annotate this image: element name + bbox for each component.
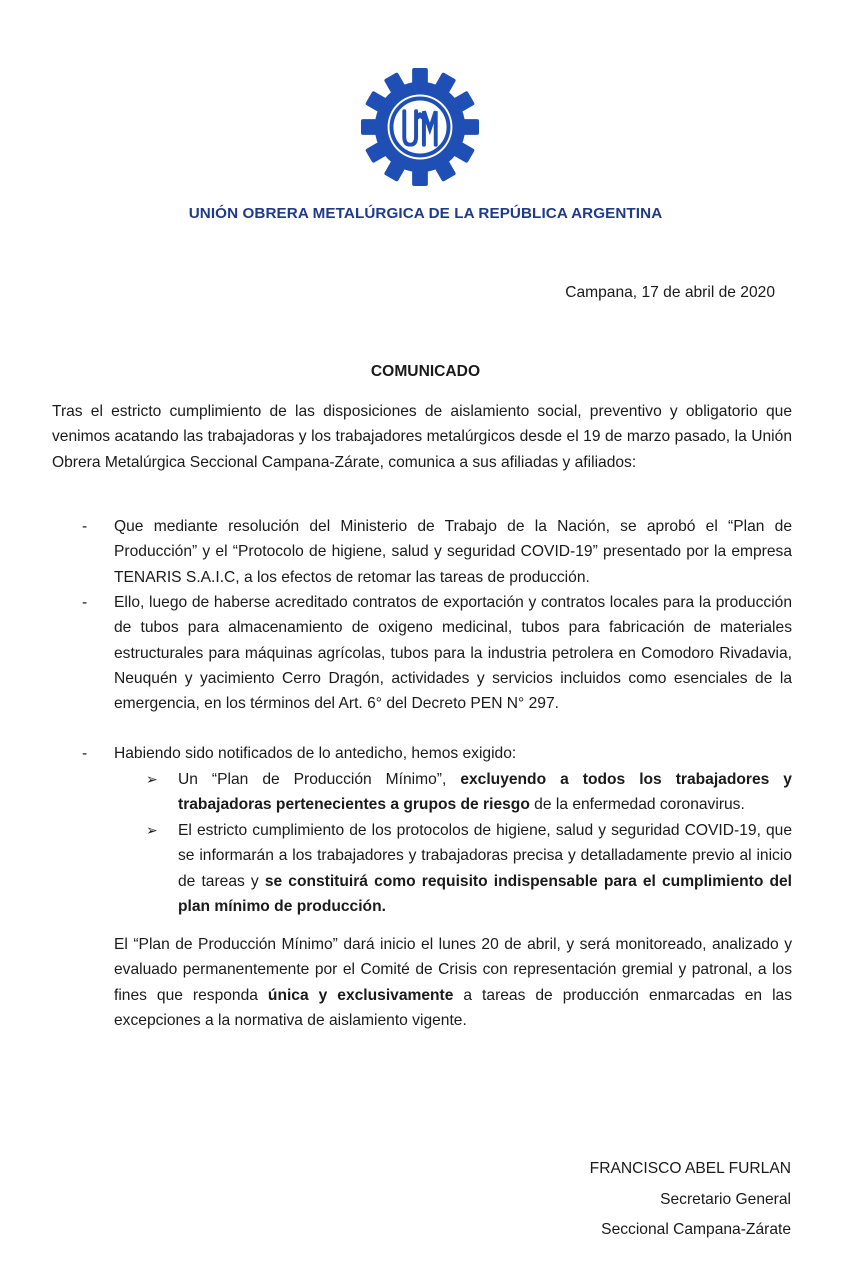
text-regular: El estricto cumplimiento de los protocolos de higiene, salud y seguridad COVID-19, que se informarán a los trabajadores y trabajadoras precisa y detalladamente previo al inicio de tareas y xyxy=(178,822,792,890)
list-item-text: Que mediante resolución del Ministerio de Trabajo de la Nación, se aprobó el “Plan de Producción” y el “Protocolo de higiene, salud y seguridad COVID-19” presentado por la empresa TENARIS S.A.I.C, a los efectos de retomar las tareas de producción. xyxy=(114,518,792,586)
list-item-text: Habiendo sido notificados de lo antedicho, hemos exigido: xyxy=(114,745,517,762)
sub-list-item xyxy=(146,818,792,919)
sub-list-item-text xyxy=(178,767,792,818)
text-regular: de la enfermedad coronavirus. xyxy=(529,796,745,814)
signatory-name: FRANCISCO ABEL FURLAN xyxy=(589,1160,791,1177)
signatory-section: Seccional Campana-Zárate xyxy=(601,1221,791,1238)
document-title: COMUNICADO xyxy=(370,363,481,380)
text-regular: a tareas de producción enmarcadas en las excepciones a la normativa de aislamiento vigente. xyxy=(114,986,793,1029)
arrow-marker-icon: ➢ xyxy=(146,822,158,838)
document-date: Campana, 17 de abril de 2020 xyxy=(565,284,775,301)
text-regular: El “Plan de Producción Mínimo” dará inicio el lunes 20 de abril, y será monitoreado, analizado y evaluado permanentemente por el Comité de Crisis con representación gremial y patronal, a los fines que responda xyxy=(114,936,792,1004)
list-item xyxy=(52,741,792,766)
list-item xyxy=(52,590,792,716)
signatory-role: Secretario General xyxy=(660,1191,791,1208)
text-bold: se constituirá como requisito indispensable para el cumplimiento del plan mínimo de producción. xyxy=(178,872,792,915)
sub-list-item-text xyxy=(178,818,792,919)
organization-name: UNIÓN OBRERA METALÚRGICA DE LA REPÚBLICA ARGENTINA xyxy=(188,205,663,222)
text-bold: excluyendo a todos los trabajadores y trabajadoras pertenecientes a grupos de riesgo xyxy=(178,771,792,814)
text-regular: Un “Plan de Producción Mínimo”, xyxy=(178,771,461,788)
uom-gear-logo xyxy=(361,68,479,186)
dash-marker: - xyxy=(82,518,88,535)
list-item xyxy=(52,514,792,590)
list-item-text: Ello, luego de haberse acreditado contratos de exportación y contratos locales para la producción de tubos para almacenamiento de oxigeno medicinal, tubos para fabricación de materiales estructurales para máquinas agrícolas, tubos para la industria petrolera en Comodoro Rivadavia, Neuquén y yacimiento Cerro Dragón, actividades y servicios incluidos como esenciales de la emergencia, en los términos del Art. 6° del Decreto PEN N° 297. xyxy=(114,594,792,713)
arrow-marker-icon: ➢ xyxy=(146,771,158,787)
dash-marker: - xyxy=(82,594,88,611)
text-bold: única y exclusivamente xyxy=(267,986,454,1004)
sub-list-item xyxy=(146,767,792,818)
closing-paragraph xyxy=(114,932,792,1033)
dash-marker: - xyxy=(82,745,88,762)
intro-paragraph: Tras el estricto cumplimiento de las disposiciones de aislamiento social, preventivo y obligatorio que venimos acatando las trabajadoras y los trabajadores metalúrgicos desde el 19 de marzo pasado, la Unión Obrera Metalúrgica Seccional Campana-Zárate, comunica a sus afiliadas y afiliados: xyxy=(52,403,792,471)
